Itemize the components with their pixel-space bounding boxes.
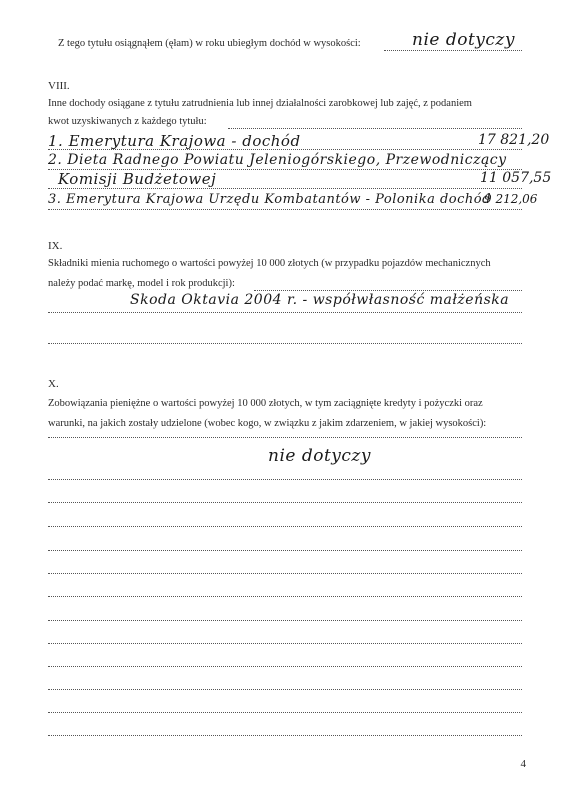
intro-handwritten: nie dotyczy	[412, 30, 515, 50]
section10-handwritten: nie dotyczy	[268, 446, 371, 466]
section8-dotted-line	[228, 128, 522, 129]
section8-entry-2: 2. Dieta Radnego Powiatu Jeleniogórskiego, Przewodniczący	[48, 152, 507, 168]
section10-text-line1: Zobowiązania pieniężne o wartości powyżej 10 000 złotych, w tym zaciągnięte kredyty i pożyczki oraz	[48, 398, 483, 409]
section9-handwritten: Skoda Oktavia 2004 r. - współwłasność małżeńska	[130, 292, 510, 308]
section10-line-7	[48, 620, 522, 621]
intro-dotted-line	[384, 50, 522, 51]
section9-heading: IX.	[48, 240, 63, 252]
section9-line-1	[48, 312, 522, 313]
section10-line-6	[48, 596, 522, 597]
page-number: 4	[520, 758, 526, 770]
section8-line-1	[48, 149, 522, 150]
section10-line-11	[48, 712, 522, 713]
section8-line-3	[48, 188, 522, 189]
section9-line-2	[48, 343, 522, 344]
section8-entry-3: Komisji Budżetowej	[58, 170, 217, 188]
section8-line-4	[48, 209, 522, 210]
section10-line-1	[48, 479, 522, 480]
section8-entry-4: 3. Emerytura Krajowa Urzędu Kombatantów - Polonika dochód	[48, 192, 491, 207]
section10-line-12	[48, 735, 522, 736]
intro-text: Z tego tytułu osiągnąłem (ęłam) w roku ubiegłym dochód w wysokości:	[58, 38, 361, 49]
section8-entry-4-amount: 9 212,06	[484, 192, 538, 206]
section8-text-line2: kwot uzyskiwanych z każdego tytułu:	[48, 116, 207, 127]
section10-text-line2: warunki, na jakich zostały udzielone (wobec kogo, w związku z jakim zdarzeniem, w jakiej wysokości):	[48, 418, 487, 429]
section8-heading: VIII.	[48, 80, 70, 92]
section10-line-5	[48, 573, 522, 574]
section9-dotted-line	[254, 290, 522, 291]
section8-entry-3-amount: 11 057,55	[480, 170, 552, 186]
section10-line-10	[48, 689, 522, 690]
section8-entry-1: 1. Emerytura Krajowa - dochód	[48, 132, 301, 150]
section10-line-3	[48, 526, 522, 527]
section9-text-line2: należy podać markę, model i rok produkcji):	[48, 278, 235, 289]
section10-line-9	[48, 666, 522, 667]
section10-heading: X.	[48, 378, 59, 390]
section10-line-4	[48, 550, 522, 551]
section8-entry-1-amount: 17 821,20	[478, 132, 550, 148]
section10-line-8	[48, 643, 522, 644]
section9-text-line1: Składniki mienia ruchomego o wartości powyżej 10 000 złotych (w przypadku pojazdów mechanicznych	[48, 258, 491, 269]
section10-line-2	[48, 502, 522, 503]
section10-dotted-line	[48, 437, 522, 438]
section8-text-line1: Inne dochody osiągane z tytułu zatrudnienia lub innej działalności zarobkowej lub zajęć, z podaniem	[48, 98, 472, 109]
